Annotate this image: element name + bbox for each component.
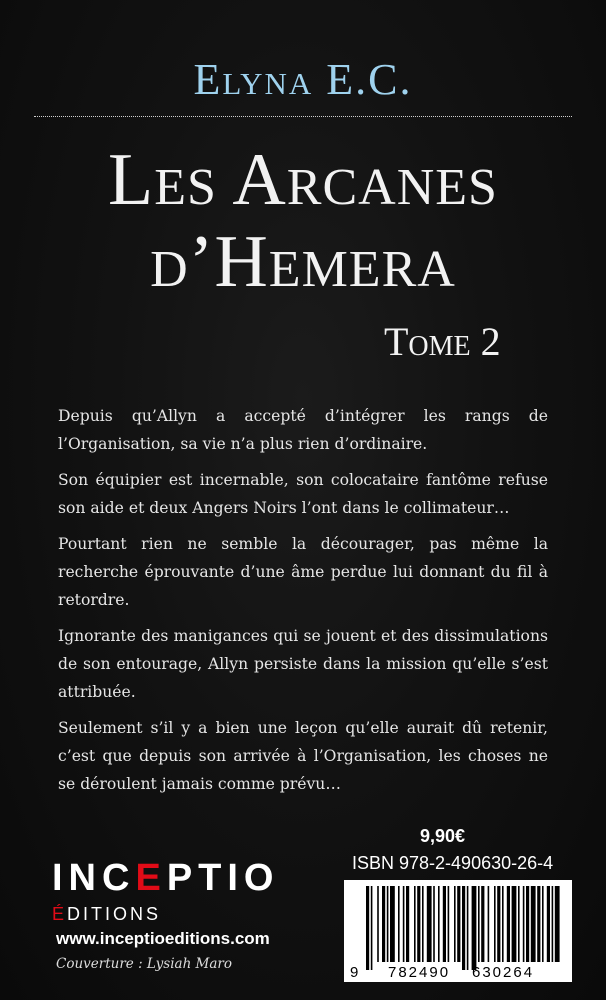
barcode-bar	[443, 886, 446, 962]
barcode-bar	[512, 886, 517, 962]
barcode-bar	[537, 886, 540, 962]
book-title-line2: d’Hemera	[150, 221, 456, 303]
barcode-bar	[488, 886, 490, 962]
barcode-bar	[467, 886, 469, 970]
barcode-bar	[406, 886, 409, 962]
editions-text: DITIONS	[67, 904, 162, 924]
barcode-bar	[382, 886, 385, 962]
barcode-bar	[472, 886, 477, 970]
barcode-bar	[526, 886, 529, 962]
barcode-bar	[371, 886, 373, 970]
barcode-bar	[462, 886, 465, 970]
barcode-digit-first: 9	[350, 964, 359, 981]
barcode-bar	[417, 886, 420, 962]
barcode-bar	[507, 886, 510, 962]
blurb-paragraph: Pourtant rien ne semble la décourager, pas même la recherche éprouvante d’une âme perdue lui donnant du fil à retordre.	[58, 535, 548, 609]
barcode	[344, 880, 572, 982]
barcode-bar	[387, 886, 389, 962]
barcode-digits-right: 630264	[472, 964, 535, 981]
logo-text: INC	[52, 857, 136, 899]
barcode-digits-left: 782490	[388, 964, 451, 981]
barcode-bar	[448, 886, 450, 962]
blurb-paragraph: Son équipier est incernable, son colocataire fantôme refuse son aide et deux Angers Noirs l’ont dans le collimateur…	[58, 471, 548, 517]
barcode-bar	[403, 886, 405, 962]
barcode-bar	[481, 886, 484, 962]
barcode-bar	[390, 886, 395, 962]
barcode-bar	[497, 886, 500, 962]
barcode-bar	[457, 886, 460, 962]
blurb-paragraph: Seulement s’il y a bien une leçon qu’elle aurait dû retenir, c’est que depuis son arrivée à l’Organisation, les choses ne se déroulent jamais comme prévu…	[58, 719, 548, 793]
barcode-bar	[438, 886, 440, 962]
divider	[34, 116, 572, 117]
barcode-bar	[433, 886, 435, 962]
barcode-bar	[542, 886, 544, 962]
barcode-bar	[377, 886, 379, 962]
barcode-graphic	[344, 880, 572, 982]
barcode-bar	[478, 886, 480, 962]
barcode-bar	[422, 886, 424, 962]
barcode-bar	[523, 886, 525, 962]
barcode-bar	[414, 886, 416, 962]
blurb-paragraph: Ignorante des manigances qui se jouent et des dissimulations de son entourage, Allyn persiste dans la mission qu’elle s’est attribuée.	[58, 627, 548, 701]
barcode-bar	[552, 886, 554, 962]
barcode-bar	[555, 886, 560, 962]
barcode-bar	[494, 886, 496, 962]
barcode-bar	[531, 886, 536, 962]
blurb	[58, 402, 548, 806]
isbn: ISBN 978-2-490630-26-4	[352, 853, 554, 873]
barcode-bar	[366, 886, 369, 970]
logo-mark: E	[135, 857, 167, 899]
blurb-paragraph: Depuis qu’Allyn a accepté d’intégrer les rangs de l’Organisation, sa vie n’a plus rien d’ordinaire.	[58, 407, 548, 453]
barcode-bar	[547, 886, 550, 962]
barcode-bar	[427, 886, 432, 962]
publisher-editions	[52, 904, 161, 925]
barcode-bar	[454, 886, 456, 962]
author-name: Elyna E.C.	[193, 55, 413, 104]
barcode-bar	[518, 886, 520, 962]
barcode-bar	[398, 886, 400, 962]
editions-accent: É	[52, 904, 68, 924]
tome-label: Tome 2	[384, 319, 501, 364]
logo-text: PTIO	[166, 857, 280, 899]
book-title-line1: Les Arcanes	[108, 139, 498, 221]
price: 9,90€	[420, 826, 466, 846]
barcode-bar	[502, 886, 504, 962]
cover-credit: Couverture : Lysiah Maro	[56, 956, 233, 972]
publisher-logo	[52, 857, 280, 900]
publisher-website: www.inceptioeditions.com	[56, 929, 270, 948]
